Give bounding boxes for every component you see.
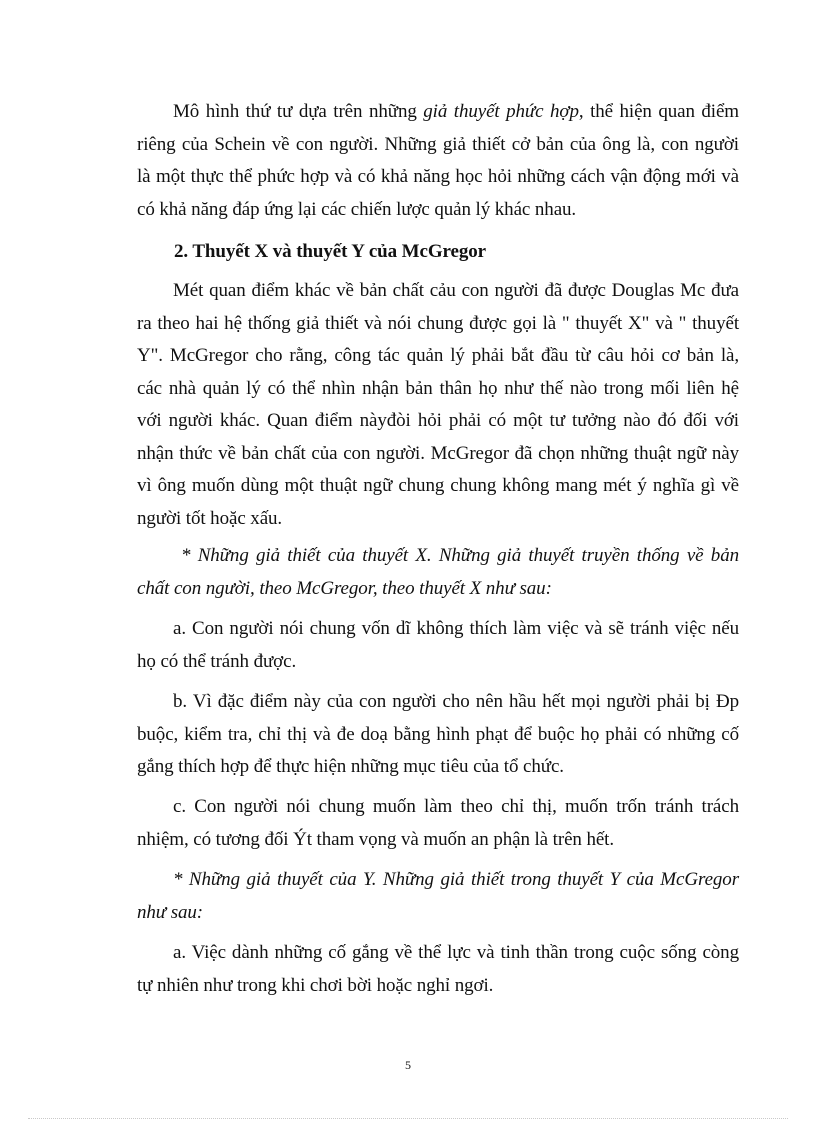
text-line: buộc, kiểm tra, chỉ thị và đe doạ bằng hình phạt để buộc họ phải có những cố — [137, 723, 739, 745]
text-line: Y". McGregor cho rằng, công tác quản lý phải bắt đầu từ câu hỏi cơ bản là, — [137, 345, 739, 366]
text-line: a. Con người nói chung vốn dĩ không thích làm việc và sẽ tránh việc nếu — [173, 618, 739, 639]
text-line: gắng thích hợp để thực hiện những mục tiêu của tổ chức. — [137, 756, 564, 777]
text-line: với người khác. Quan điểm nàyđòi hỏi phải có một tư tưởng nào đó đối với — [137, 410, 739, 431]
section-heading: 2. Thuyết X và thuyết Y của McGregor — [174, 241, 486, 262]
italic-term: giả thuyết phức hợp — [423, 101, 579, 122]
paragraph-mcgregor-intro — [137, 275, 739, 535]
paragraph-theory-x-a — [137, 613, 739, 678]
text-line: * Những giả thiết của thuyết X. Những giả thuyết truyền thống về bản — [181, 545, 739, 566]
text-line: * Những giả thuyết của Y. Những giả thiết trong thuyết Y của McGregor — [173, 869, 739, 890]
text-line: như sau: — [137, 901, 204, 923]
page-bottom-border — [28, 1118, 788, 1119]
paragraph-theory-y-intro — [137, 864, 739, 929]
text-line: vì ông muốn dùng một thuật ngữ chung chung không mang mét ý nghĩa gì về — [137, 475, 739, 496]
text-line: người tốt hoặc xấu. — [137, 507, 283, 529]
paragraph-theory-x-c — [137, 791, 739, 856]
text-line: c. Con người nói chung muốn làm theo chỉ thị, muốn trốn tránh trách — [173, 796, 739, 817]
text-line: các nhà quản lý có thể nhìn nhận bản thân họ như thế nào trong mối liên hệ — [137, 377, 739, 399]
page-number: 5 — [405, 1058, 411, 1072]
text-line: a. Việc dành những cố gắng về thể lực và tinh thần trong cuộc sống còng — [173, 942, 739, 963]
text-line: là một thực thể phức hợp và có khả năng học hỏi những cách vận động mới và — [137, 166, 739, 187]
text-run: , thể hiện quan điểm — [578, 101, 739, 122]
text-line: b. Vì đặc điểm này của con người cho nên hầu hết mọi người phải bị Đp — [173, 691, 739, 712]
text-line: ra theo hai hệ thống giả thiết và nói chung được gọi là " thuyết X" và " thuyết — [137, 312, 739, 334]
text-line: họ có thể tránh được. — [137, 650, 297, 672]
text-line: nhận thức về bản chất của con người. McGregor đã chọn những thuật ngữ này — [137, 442, 739, 464]
paragraph-complex-hypothesis — [137, 96, 739, 226]
text-line: riêng của Schein về con người. Những giả thiết cở bản của ông là, con người — [137, 133, 739, 155]
text-line: tự nhiên như trong khi chơi bời hoặc nghỉ ngơi. — [137, 974, 494, 996]
paragraph-theory-y-a — [137, 937, 739, 1002]
paragraph-theory-x-b — [137, 686, 739, 784]
text-line: Mét quan điểm khác về bản chất cảu con người đã được Douglas Mc đưa — [173, 280, 739, 301]
text-line: nhiệm, có tương đối Ýt tham vọng và muốn an phận là trên hết. — [137, 828, 615, 850]
text-line — [137, 96, 739, 129]
text-line: có khả năng đáp ứng lại các chiến lược quản lý khác nhau. — [137, 198, 577, 220]
paragraph-theory-x-intro — [137, 540, 739, 605]
text-line: chất con người, theo McGregor, theo thuyết X như sau: — [137, 577, 552, 599]
text-run: Mô hình thứ tư dựa trên những — [173, 101, 424, 122]
